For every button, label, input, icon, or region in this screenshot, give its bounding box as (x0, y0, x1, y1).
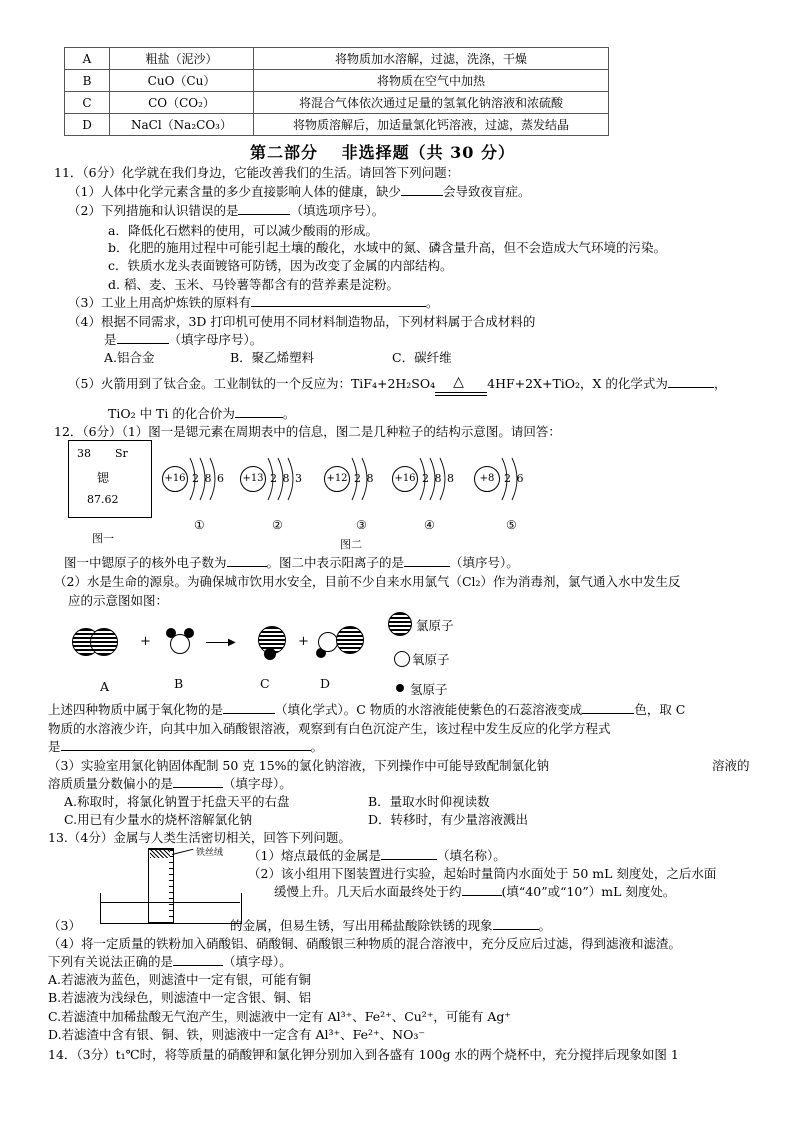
steel-wool-label: 铁丝绒 (196, 848, 224, 858)
electron-shells: 2 8 (354, 472, 375, 485)
electron-shells: 2 8 3 (270, 472, 303, 485)
table-cell: B (65, 70, 110, 92)
q12-opt-a: A.称取时，将氯化钠置于托盘天平的右盘 (64, 794, 290, 809)
hydrogen-atom (264, 648, 276, 660)
q12-opt-b: B．量取水时仰视读数 (368, 794, 490, 809)
particle-label: ① (194, 518, 205, 532)
molecule-label-d: D (320, 676, 331, 691)
q11-p4: （4）根据不同需求，3D 打印机可使用不同材料制造物品，下列材料属于合成材料的 (68, 314, 536, 329)
shell-arcs (182, 454, 232, 504)
electron-shells: 2 6 (504, 472, 525, 485)
electron-shell-arc (210, 458, 215, 500)
oxygen-legend-icon (394, 651, 410, 667)
q13-opt-c: C.若滤渣中加稀盐酸无气泡产生，则滤液中一定有 Al³⁺、Fe²⁺、Cu²⁺，可能有 Ag⁺ (48, 1009, 512, 1024)
part2-title: 第二部分 非选择题（共 30 分） (250, 143, 515, 162)
q13-p3a: （3） (48, 918, 81, 933)
electron-shells: 2 8 8 (422, 472, 455, 485)
plus-sign: + (298, 634, 309, 649)
q12-p2f: 物质的水溶液少许，向其中加入硝酸银溶液，观察到有白色沉淀产生，该过程中发生反应的化学方程式 (48, 721, 611, 736)
q11-option-a: a．降低化石燃料的使用，可以减少酸雨的形成。 (108, 223, 378, 238)
q13-p4: （4）将一定质量的铁粉加入硝酸铝、硝酸铜、硝酸银三种物质的混合溶液中，充分反应后过滤，得到滤液和滤渣。 (48, 936, 681, 951)
shell-arcs (412, 454, 462, 504)
table-row (65, 114, 609, 136)
q11-option-c: c．铁质水龙头表面镀铬可防锈，因为改变了金属的内部结构。 (108, 258, 453, 273)
answer-blank[interactable] (493, 917, 539, 930)
electron-shell-arc (440, 458, 445, 500)
shell-arcs (344, 454, 394, 504)
legend-hydrogen: 氢原子 (410, 682, 448, 697)
answer-blank[interactable] (223, 701, 275, 714)
electron-shell-arc (288, 458, 293, 500)
legend-chlorine: 氯原子 (416, 618, 454, 633)
table-row (65, 48, 609, 70)
atomic-mass: 87.62 (87, 493, 119, 506)
electron-shell-arc (420, 458, 425, 500)
figure-1-caption: 图一 (92, 532, 114, 545)
q13-p2: （2）该小组用下图装置进行实验，起始时量筒内水面处于 50 mL 刻度处，之后水面 (248, 866, 717, 881)
q14-stem: 14．（3分）t₁℃时，将等质量的硝酸钾和氯化钾分别加入到各盛有 100g 水的两个烧杯中，充分搅拌后现象如图 1 (48, 1047, 679, 1062)
q12-p1: 图一中锶原子的核外电子数为 。图二中表示阳离子的是 （填序号）。 (64, 555, 519, 570)
q11-stem: 11．（6分）化学就在我们身边，它能改善我们的生活。请回答下列问题： (54, 165, 460, 180)
table-row (65, 92, 609, 114)
options-table (64, 47, 609, 136)
table-cell: 粗盐（泥沙） (110, 48, 254, 70)
answer-blank[interactable] (668, 375, 714, 388)
molecule-label-b: B (174, 676, 184, 691)
graduated-cylinder (148, 848, 174, 923)
answer-blank[interactable] (582, 701, 634, 714)
particle-label: ④ (424, 518, 435, 532)
q12-stem: 12．（6分）（1）图一是锶元素在周期表中的信息，图二是几种粒子的结构示意图。请回答： (54, 424, 561, 439)
table-cell: C (65, 92, 110, 114)
electron-shell-arc (268, 458, 273, 500)
electron-shells: 2 8 6 (192, 472, 225, 485)
q12-p2c: 上述四种物质中属于氧化物的是 （填化学式）。C 物质的水溶液能使紫色的石蕊溶液变成 色，取 C (48, 702, 686, 717)
answer-blank[interactable] (251, 294, 426, 307)
figure-2-caption: 图二 (340, 538, 362, 551)
q13-opt-a: A.若滤液为蓝色，则滤渣中一定有银，可能有铜 (48, 972, 312, 987)
q12-p2: （2）水是生命的源泉。为确保城市饮用水安全，目前不少自来水用氯气（Cl₂）作为消毒剂，氯气通入水中发生反 (54, 574, 681, 589)
q11-opt-c: C．碳纤维 (392, 350, 452, 365)
nucleus: +12 (324, 466, 350, 492)
arrow-head: ▶ (228, 637, 236, 648)
table-cell: A (65, 48, 110, 70)
answer-blank[interactable] (227, 554, 267, 567)
answer-blank[interactable] (173, 953, 223, 966)
nucleus: +8 (474, 466, 500, 492)
table-cell: CuO（Cu） (110, 70, 254, 92)
answer-blank[interactable] (462, 883, 502, 896)
answer-blank[interactable] (61, 738, 311, 751)
label-leader (172, 849, 194, 855)
q11-opt-b: B．聚乙烯塑料 (230, 350, 315, 365)
q12-p2g: 是 。 (48, 739, 324, 754)
legend-oxygen: 氧原子 (412, 652, 450, 667)
q11-p1: （1）人体中化学元素含量的多少直接影响人体的健康，缺少 会导致夜盲症。 (68, 184, 531, 199)
oxygen-atom (318, 632, 338, 652)
element-symbol: Sr (115, 447, 128, 460)
q11-p5-ti: TiO₂ 中 Ti 的化合价为 。 (108, 406, 296, 421)
answer-blank[interactable] (238, 202, 290, 215)
q11-p3: （3）工业上用高炉炼铁的原料有 。 (68, 295, 439, 310)
shell-arcs (494, 454, 544, 504)
answer-blank[interactable] (117, 331, 169, 344)
q13-p4b: 下列有关说法正确的是 （填字母）。 (48, 954, 292, 969)
answer-blank[interactable] (173, 775, 223, 788)
table-cell: CO（CO₂） (110, 92, 254, 114)
atomic-number: 38 (77, 447, 91, 460)
table-cell: NaCl（Na₂CO₃） (110, 114, 254, 136)
q13-opt-d: D.若滤渣中含有银、铜、铁，则滤液中一定含有 Al³⁺、Fe²⁺、NO₃⁻ (48, 1027, 425, 1042)
plus-sign: + (140, 634, 151, 649)
q12-opt-d: D．转移时，有少量溶液溅出 (368, 812, 529, 827)
hydrogen-atom (184, 628, 194, 638)
table-cell: 将混合气体依次通过足量的氢氧化钠溶液和浓硫酸 (254, 92, 609, 114)
particle-label: ⑤ (506, 518, 517, 532)
electron-shell-arc (190, 458, 195, 500)
q12-p3-tail: 溶液的 (712, 758, 750, 773)
table-cell: D (65, 114, 110, 136)
q12-p2b: 应的示意图如图： (68, 593, 169, 608)
electron-shell-arc (200, 458, 205, 500)
table-cell: 将物质在空气中加热 (254, 70, 609, 92)
chlorine-atom (90, 628, 118, 656)
q12-opt-c: C.用已有少量水的烧杯溶解氯化钠 (64, 812, 253, 827)
q13-opt-b: B.若滤液为浅绿色，则滤渣中一定含银、铜、铝 (48, 990, 312, 1005)
q12-p3b: 溶质质量分数偏小的是 （填字母）。 (48, 776, 292, 791)
table-cell: 将物质加水溶解，过滤，洗涤，干燥 (254, 48, 609, 70)
q13-stem: 13.（4分）金属与人类生活密切相关，回答下列问题。 (48, 830, 351, 845)
table-row (65, 70, 609, 92)
answer-blank[interactable] (381, 847, 437, 860)
hydrogen-legend-icon (396, 684, 404, 692)
nucleus: +16 (162, 466, 188, 492)
answer-blank[interactable] (404, 554, 450, 567)
q13-p3: 的金属，但易生锈，写出用稀盐酸除铁锈的现象 。 (230, 918, 552, 933)
nucleus: +13 (240, 466, 266, 492)
electron-shell-arc (362, 458, 367, 500)
q13-p1: （1）熔点最低的金属是 （填名称）。 (248, 848, 506, 863)
molecule-label-a: A (100, 679, 110, 694)
particle-label: ③ (356, 518, 367, 532)
q11-option-b: b．化肥的施用过程中可能引起土壤的酸化，水域中的氮、磷含量升高，但不会造成大气环境的污染。 (108, 240, 667, 255)
q12-p3: （3）实验室用氯化钠固体配制 50 克 15%的氯化钠溶液，下列操作中可能导致配制氯化钠 (48, 758, 550, 773)
chlorine-atom (336, 626, 364, 654)
q11-p5: （5）火箭用到了钛合金。工业制钛的一个反应为：TiF₄+2H₂SO₄ △ 4HF+2X+TiO₂，X 的化学式为 ， (68, 374, 726, 392)
strontium-element-card (68, 440, 152, 518)
electron-shell-arc (430, 458, 435, 500)
electron-shell-arc (352, 458, 357, 500)
q11-p2: （2）下列措施和认识错误的是 （填选项序号）。 (68, 203, 385, 218)
electron-shell-arc (502, 458, 507, 500)
q11-option-d: d. 稻、麦、玉米、马铃薯等都含有的营养素是淀粉。 (108, 277, 399, 292)
element-name: 锶 (97, 471, 110, 485)
chlorine-legend-icon (388, 612, 412, 636)
particle-label: ② (272, 518, 283, 532)
q11-opt-a: A.铝合金 (104, 350, 155, 365)
q13-p2b: 缓慢上升。几天后水面最终处于约 (填“40”或“10”）mL 刻度处。 (274, 884, 676, 899)
electron-shell-arc (278, 458, 283, 500)
shell-arcs (260, 454, 310, 504)
table-cell: 将物质溶解后，加适量氯化钙溶液，过滤，蒸发结晶 (254, 114, 609, 136)
q11-p4b: 是 （填字母序号）。 (104, 332, 263, 347)
electron-shell-arc (512, 458, 517, 500)
nucleus: +16 (392, 466, 418, 492)
molecule-label-c: C (260, 676, 270, 691)
steel-wool (150, 850, 170, 858)
answer-blank[interactable] (401, 183, 443, 196)
answer-blank[interactable] (235, 405, 283, 418)
